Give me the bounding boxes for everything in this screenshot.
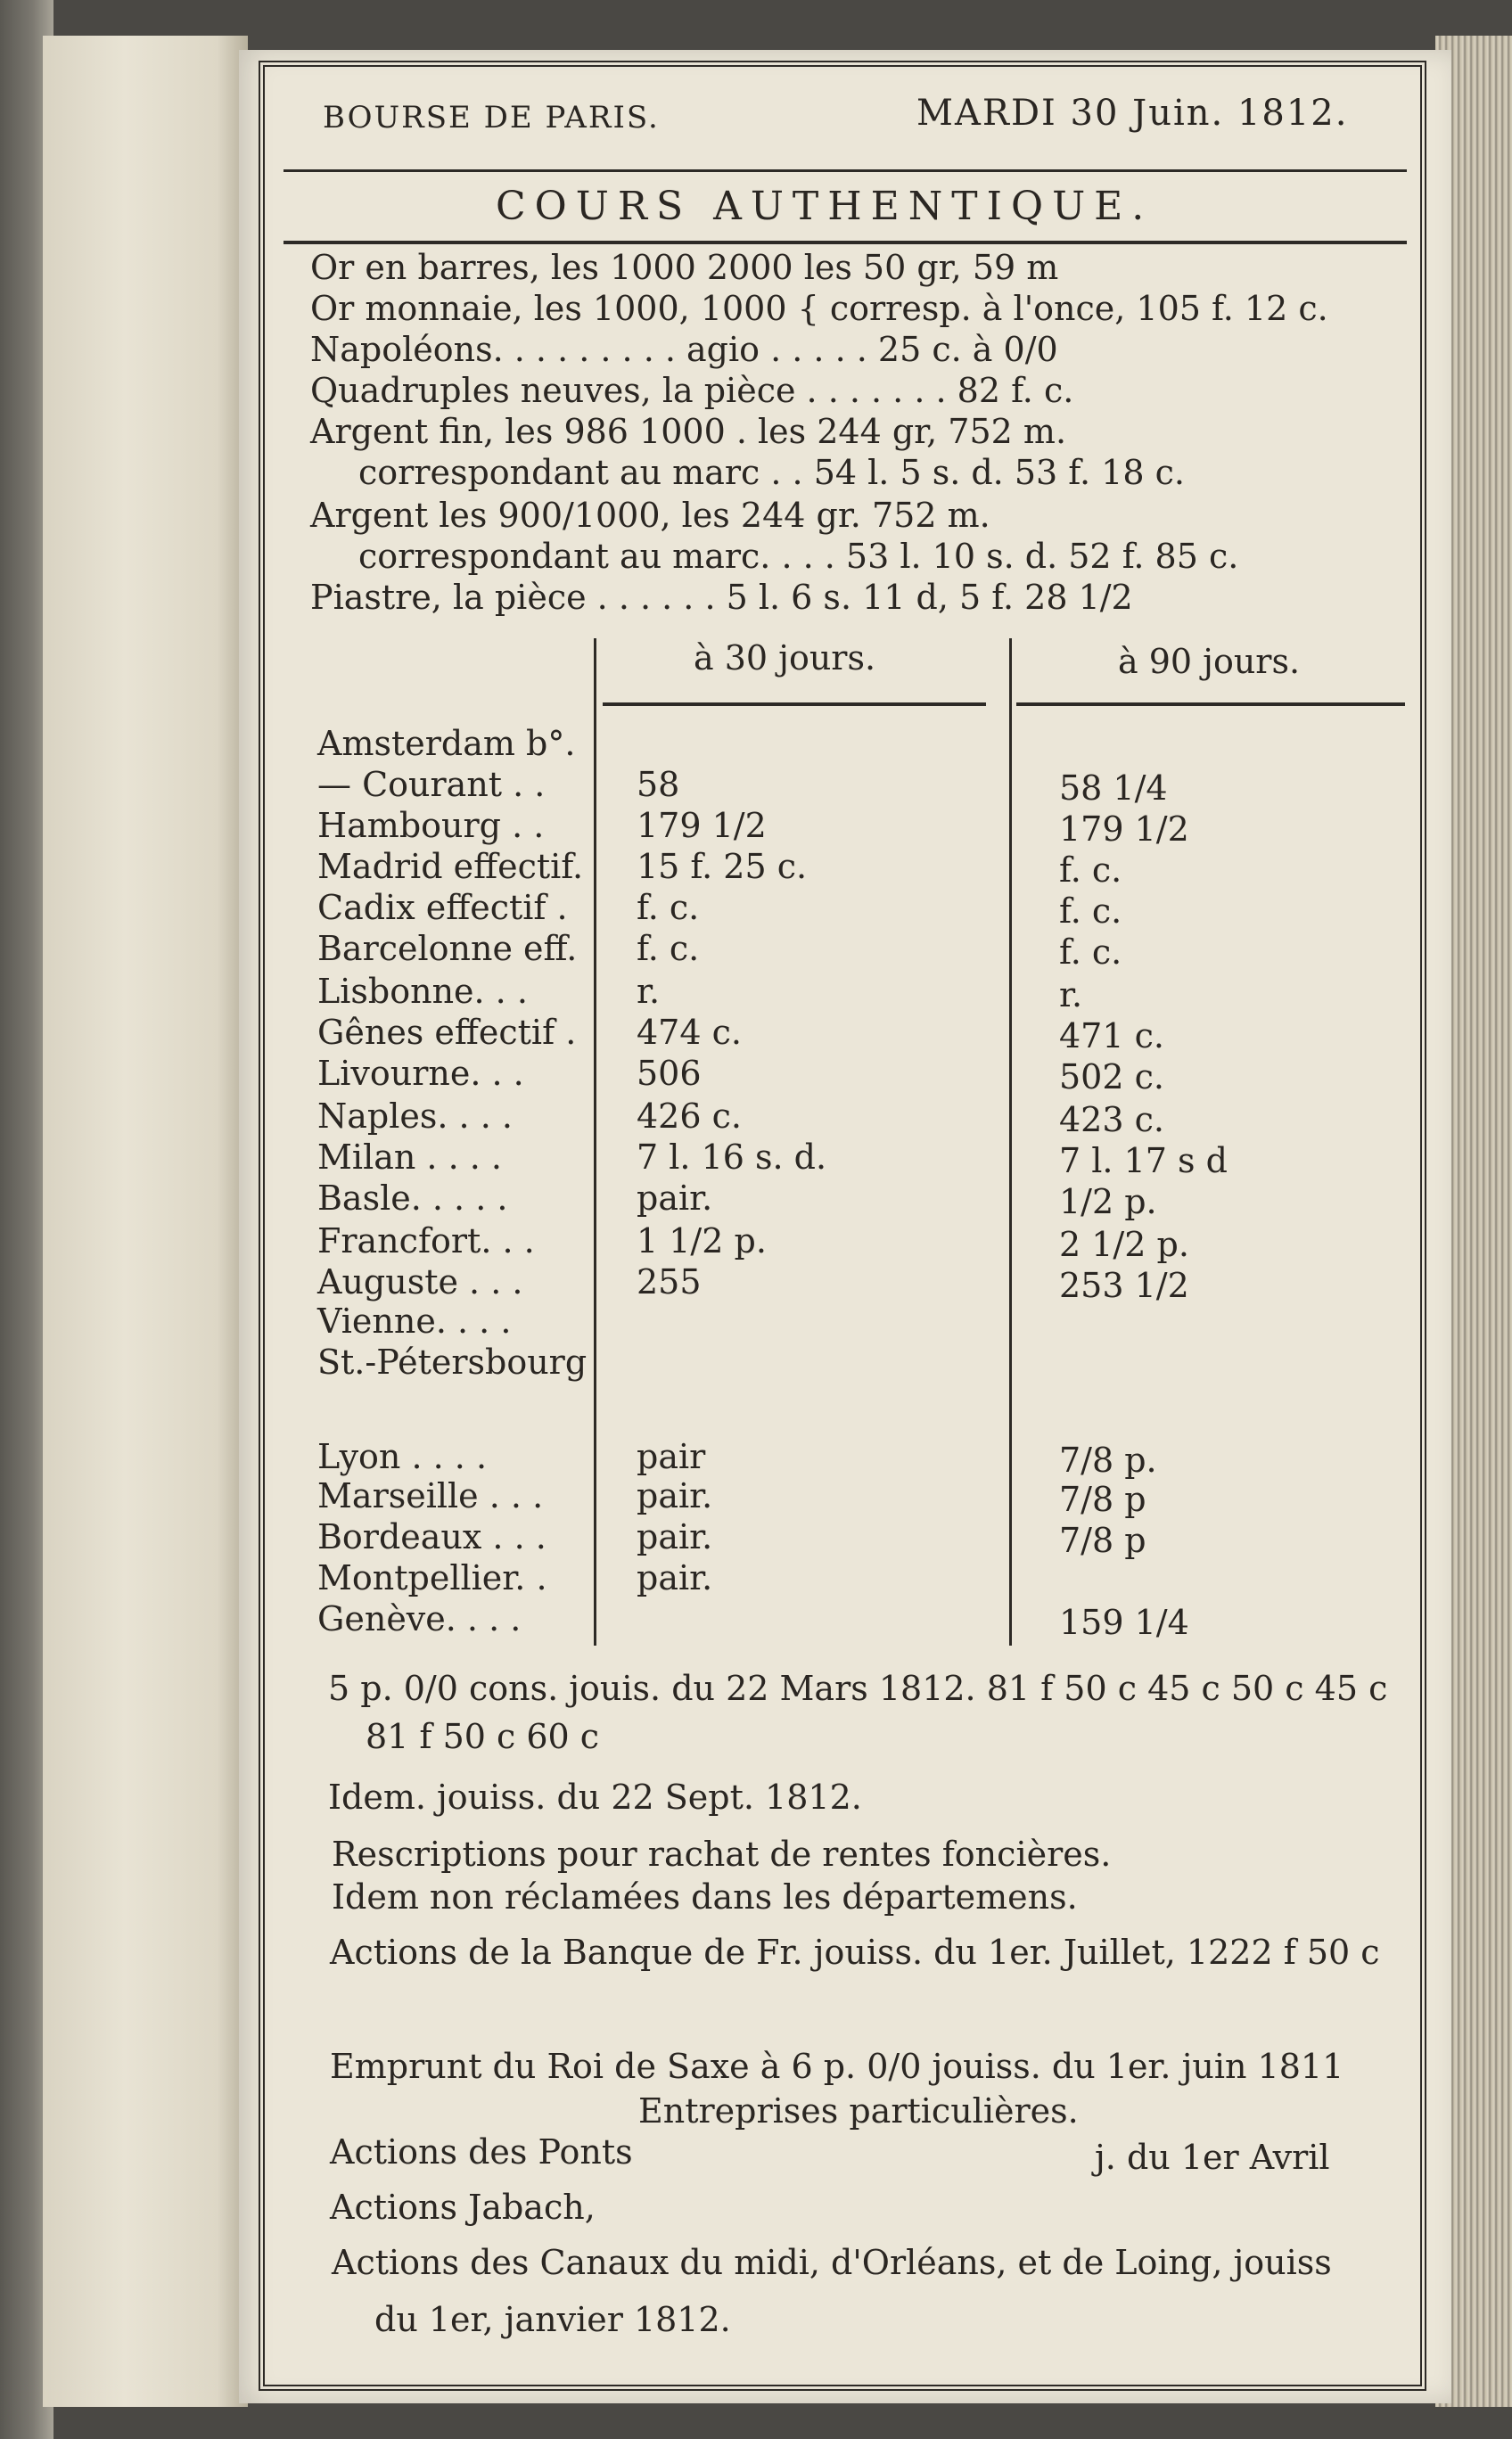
fund-line: Rescriptions pour rachat de rentes foncières. bbox=[332, 1835, 1112, 1874]
col-90-days-header: à 90 jours. bbox=[1118, 642, 1301, 681]
metal-line: Argent fin, les 986 1000 . les 244 gr, 752 m. bbox=[310, 412, 1067, 451]
rate-30-days: 15 f. 25 c. bbox=[637, 847, 808, 886]
metal-line: correspondant au marc . . 54 l. 5 s. d. 53 f. 18 c. bbox=[358, 453, 1185, 492]
rate-30-days: 506 bbox=[637, 1054, 702, 1093]
fund-line: Actions de la Banque de Fr. jouiss. du 1er. Juillet, 1222 f 50 c bbox=[330, 1933, 1380, 1972]
place-name: Lyon . . . . bbox=[317, 1437, 488, 1476]
place-name: Naples. . . . bbox=[317, 1096, 513, 1136]
place-name: Vienne. . . . bbox=[317, 1302, 512, 1341]
rate-30-days: 179 1/2 bbox=[637, 806, 767, 845]
rate-30-days: 7 l. 16 s. d. bbox=[637, 1137, 827, 1177]
title-rule bbox=[284, 241, 1407, 244]
rate-30-days: pair. bbox=[637, 1558, 713, 1597]
metal-line: Or en barres, les 1000 2000 les 50 gr, 59 m bbox=[310, 248, 1059, 287]
canaux-line-2: du 1er, janvier 1812. bbox=[374, 2300, 731, 2339]
col-90-rule bbox=[1016, 702, 1405, 706]
jabach-line: Actions Jabach, bbox=[330, 2188, 596, 2227]
rate-90-days: 58 1/4 bbox=[1059, 768, 1168, 808]
place-name: Genève. . . . bbox=[317, 1599, 522, 1638]
fund-line: 81 f 50 c 60 c bbox=[366, 1717, 600, 1756]
rate-90-days: 2 1/2 p. bbox=[1059, 1225, 1189, 1264]
header-left: BOURSE DE PARIS. bbox=[323, 100, 660, 136]
rate-30-days: pair. bbox=[637, 1517, 713, 1556]
section-heading: Entreprises particulières. bbox=[638, 2091, 1079, 2131]
place-name: Madrid effectif. bbox=[317, 847, 584, 886]
rate-30-days: f. c. bbox=[637, 888, 700, 927]
place-name: Cadix effectif . bbox=[317, 888, 568, 927]
rate-90-days: 7/8 p bbox=[1059, 1480, 1146, 1519]
metal-line: Piastre, la pièce . . . . . . 5 l. 6 s. 11 d, 5 f. 28 1/2 bbox=[310, 578, 1133, 617]
fund-line: 5 p. 0/0 cons. jouis. du 22 Mars 1812. 81 f 50 c 45 c 50 c 45 c bbox=[328, 1669, 1388, 1708]
place-name: Livourne. . . bbox=[317, 1054, 524, 1093]
rate-30-days: 58 bbox=[637, 765, 680, 804]
canaux-line: Actions des Canaux du midi, d'Orléans, et de Loing, jouiss bbox=[332, 2243, 1332, 2282]
place-name: Gênes effectif . bbox=[317, 1013, 577, 1052]
place-name: Milan . . . . bbox=[317, 1137, 502, 1177]
rate-90-days: 471 c. bbox=[1059, 1016, 1164, 1055]
rate-90-days: f. c. bbox=[1059, 932, 1122, 972]
rate-30-days: r. bbox=[637, 972, 661, 1011]
rate-30-days: 426 c. bbox=[637, 1096, 742, 1136]
place-name: Barcelonne eff. bbox=[317, 929, 578, 968]
emprunt-line: Emprunt du Roi de Saxe à 6 p. 0/0 jouiss. du 1er. juin 1811 bbox=[330, 2047, 1344, 2086]
place-name: Lisbonne. . . bbox=[317, 972, 528, 1011]
page-title: COURS AUTHENTIQUE. bbox=[496, 184, 1154, 229]
metal-line: Quadruples neuves, la pièce . . . . . . . 82 f. c. bbox=[310, 371, 1074, 410]
rate-90-days: 159 1/4 bbox=[1059, 1603, 1189, 1642]
metal-line: Or monnaie, les 1000, 1000 { corresp. à l'once, 105 f. 12 c. bbox=[310, 289, 1328, 328]
rate-90-days: 423 c. bbox=[1059, 1100, 1164, 1139]
place-name: — Courant . . bbox=[317, 765, 546, 804]
rate-90-days: 179 1/2 bbox=[1059, 809, 1189, 849]
header-right: MARDI 30 Juin. 1812. bbox=[916, 93, 1349, 134]
rate-30-days: pair bbox=[637, 1437, 706, 1476]
ponts-line: Actions des Ponts bbox=[330, 2132, 633, 2172]
ponts-date: j. du 1er Avril bbox=[1095, 2138, 1330, 2177]
rate-90-days: 7/8 p bbox=[1059, 1521, 1146, 1560]
rate-90-days: 1/2 p. bbox=[1059, 1182, 1157, 1221]
rate-30-days: 474 c. bbox=[637, 1013, 742, 1052]
col-30-days-header: à 30 jours. bbox=[694, 638, 876, 678]
rate-90-days: 253 1/2 bbox=[1059, 1266, 1189, 1305]
metal-line: Argent les 900/1000, les 244 gr. 752 m. bbox=[310, 496, 990, 535]
rate-90-days: r. bbox=[1059, 975, 1083, 1014]
column-divider bbox=[594, 638, 596, 1646]
header-rule bbox=[284, 169, 1407, 172]
rate-30-days: pair. bbox=[637, 1476, 713, 1515]
place-name: Auguste . . . bbox=[317, 1262, 523, 1302]
rate-30-days: 255 bbox=[637, 1262, 702, 1302]
facing-page-edge bbox=[43, 36, 248, 2407]
rate-90-days: 7/8 p. bbox=[1059, 1441, 1157, 1480]
rate-90-days: 502 c. bbox=[1059, 1057, 1164, 1096]
place-name: Hambourg . . bbox=[317, 806, 545, 845]
place-name: Bordeaux . . . bbox=[317, 1517, 546, 1556]
rate-90-days: f. c. bbox=[1059, 850, 1122, 890]
place-name: Amsterdam b°. bbox=[317, 724, 576, 763]
place-name: Basle. . . . . bbox=[317, 1178, 508, 1218]
rate-30-days: f. c. bbox=[637, 929, 700, 968]
place-name: Francfort. . . bbox=[317, 1221, 535, 1261]
fund-line: Idem non réclamées dans les départemens. bbox=[332, 1877, 1078, 1917]
rate-90-days: f. c. bbox=[1059, 891, 1122, 931]
place-name: Montpellier. . bbox=[317, 1558, 547, 1597]
metal-line: Napoléons. . . . . . . . . agio . . . . . 25 c. à 0/0 bbox=[310, 330, 1058, 369]
place-name: St.-Pétersbourg bbox=[317, 1343, 588, 1382]
metal-line: correspondant au marc. . . . 53 l. 10 s. d. 52 f. 85 c. bbox=[358, 537, 1239, 576]
rate-30-days: pair. bbox=[637, 1178, 713, 1218]
fund-line: Idem. jouiss. du 22 Sept. 1812. bbox=[328, 1778, 862, 1817]
rate-30-days: 1 1/2 p. bbox=[637, 1221, 767, 1261]
col-30-rule bbox=[603, 702, 986, 706]
rate-90-days: 7 l. 17 s d bbox=[1059, 1141, 1228, 1180]
column-divider bbox=[1009, 638, 1012, 1646]
place-name: Marseille . . . bbox=[317, 1476, 544, 1515]
